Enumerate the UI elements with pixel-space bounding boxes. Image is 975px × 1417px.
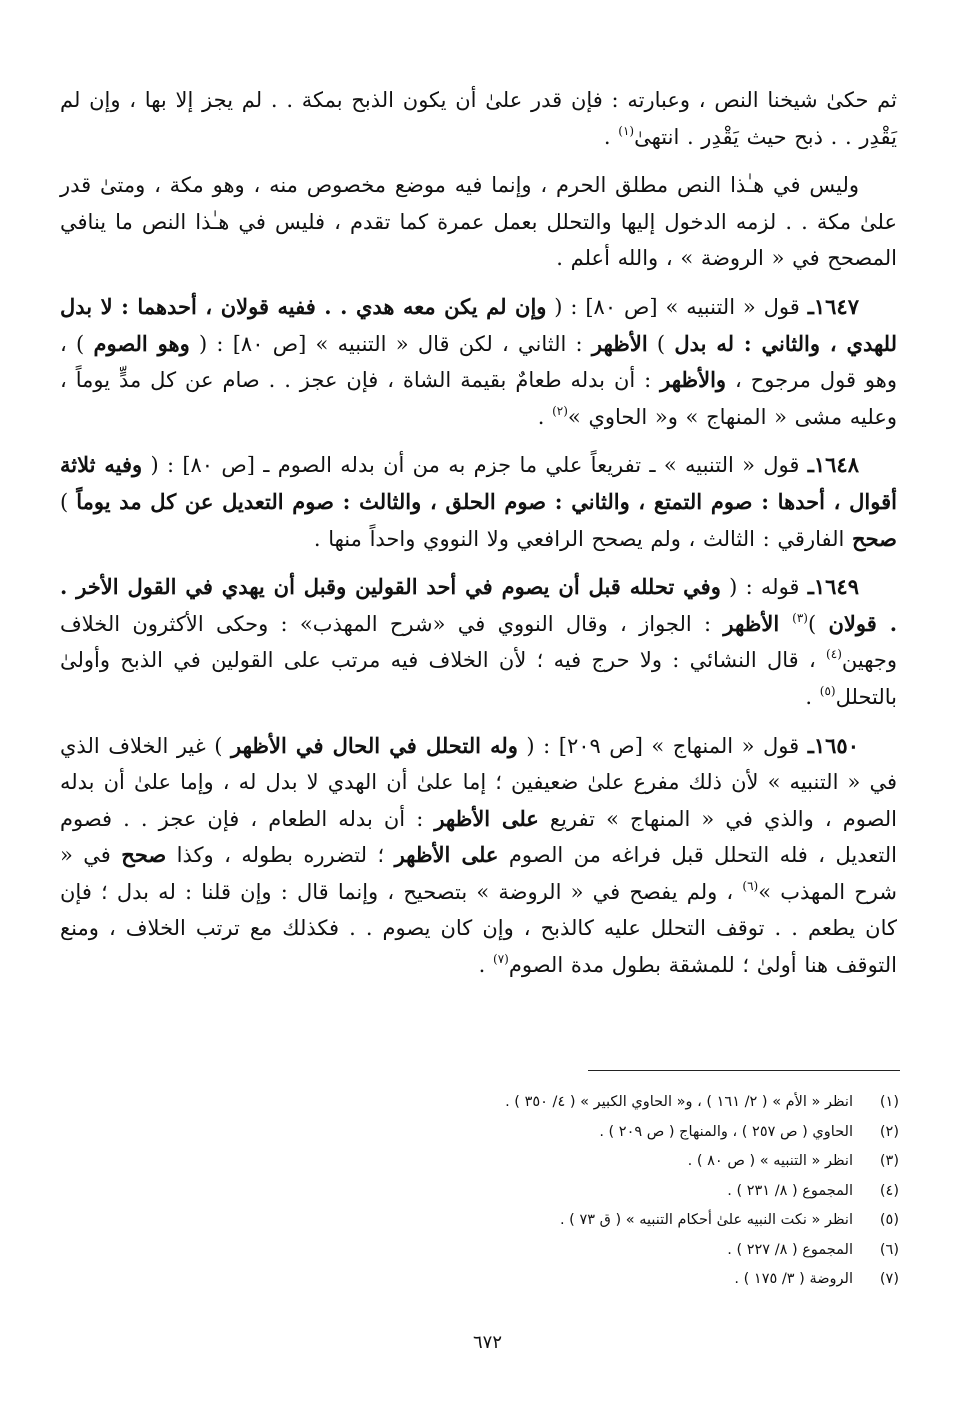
text-run: . (603, 124, 619, 149)
footnote-number: (٤) (879, 1182, 899, 1199)
entry-number: ١٦٤٩ـ (807, 574, 859, 600)
entry-number: ١٦٥٠ـ (807, 732, 859, 758)
footnote-number: (١) (879, 1094, 899, 1110)
page-number: ٦٧٢ (472, 1332, 502, 1353)
paragraph-1650 (60, 728, 897, 984)
text-run: ) ، وهو قول مرجوح ، (60, 331, 897, 393)
paragraph-1647 (60, 289, 897, 435)
text-run: ؛ لتضرره بطوله ، وكذا (166, 843, 395, 868)
text-run: ) غير الخلاف الذي في « التنبيه » لأن ذلك مفرع علىٰ ضعيفين ؛ إما علىٰ أن الهدي لا بدل له ، وإما علىٰ أن بدله الصوم ، والذي في « المنهاج » تفريع (60, 733, 897, 831)
text-run: ثم حكىٰ شيخنا النص ، وعبارته : فإن قدر علىٰ أن يكون الذبح بمكة . . لم يجز إلا بها ، وإن لم يَقْدِر . . ذبح حيث يَقْدِر . انتهىٰ (60, 88, 897, 149)
footnote-text: انظر « التنبيه » ( ص ٨٠ ) . (687, 1153, 853, 1169)
footnote-ref-7[interactable]: (٧) (493, 952, 509, 967)
bold-run: الأظهر (723, 610, 793, 636)
paragraph-1648 (60, 447, 897, 557)
footnote-text: انظر « الأم » ( ٢/ ١٦١ ) ، و« الحاوي الكبير » ( ٤/ ٣٥٠ ) . (505, 1094, 853, 1110)
footnote-7 (60, 1265, 899, 1295)
text-run: في « شرح المهذب » (60, 843, 897, 904)
text-run: . (805, 684, 820, 709)
text-run: . (537, 404, 553, 429)
paragraph-1649 (60, 569, 897, 715)
footnote-text: انظر « نكت النبيه علىٰ أحكام التنبيه » ( ق ٧٣ ) . (559, 1212, 853, 1228)
text-run: : الجواز ، وقال النووي في «شرح المهذب» : وحكى الأكثرون الخلاف وجهين (60, 611, 897, 673)
footnote-5 (60, 1206, 899, 1236)
bold-run: وفي تحلله قبل أن يصوم في أحد القولين وقبل أن يهدي في القول الأخر . . قولان (60, 574, 898, 636)
text-run: قول « المنهاج » [ص ٢٠٩] : ( (517, 733, 808, 758)
entry-number: ١٦٤٧ـ (807, 293, 859, 319)
footnote-6 (60, 1236, 899, 1266)
footnote-number: (٦) (879, 1241, 899, 1258)
bold-run: والأظهر (660, 367, 727, 393)
text-run: وليس في هـٰذا النص مطلق الحرم ، وإنما فيه موضع مخصوص منه ، وهو مكة ، ومتىٰ قدر علىٰ مكة . . لزمه الدخول إليها والتحلل بعمل عمرة كما تقدم ، فليس في هـٰذا النص ما ينافي المصحح في « الروضة » ، والله أعلم . (60, 173, 897, 271)
footnote-text: الروضة ( ٣/ ١٧٥ ) . (734, 1271, 853, 1287)
text-run: ) (807, 611, 829, 636)
text-run: قول « التنبيه » ـ تفريعاً علي ما جزم به من أن بدله الصوم ـ [ص ٨٠] : ( (142, 453, 808, 478)
paragraph-1 (60, 82, 897, 155)
footnote-2 (60, 1118, 899, 1148)
footnote-ref-4[interactable]: (٤) (826, 647, 842, 662)
bold-run: وهو الصوم (93, 330, 190, 356)
entry-number: ١٦٤٨ـ (807, 452, 859, 478)
bold-run: وإن لم يكن معه هدي . . ففيه قولان ، أحدهما : لا بدل للهدي ، والثاني : له بدل (60, 293, 898, 356)
footnote-number: (٢) (879, 1123, 899, 1140)
bold-run: على الأظهر (434, 805, 539, 831)
bold-run: صحح (121, 842, 167, 868)
footnote-divider (588, 1070, 900, 1071)
text-run: قوله : ( (720, 575, 808, 600)
footnote-number: (٣) (879, 1153, 899, 1169)
footnote-ref-5[interactable]: (٥) (819, 683, 836, 698)
text-run: ) (647, 331, 675, 356)
bold-run: وفيه ثلاثة أقوال ، أحدها : صوم التمتع ، والثاني : صوم الحلق ، والثالث : صوم التعديل عن كل مد يوماً (60, 452, 897, 514)
footnote-ref-2[interactable]: (٢) (552, 403, 568, 418)
bold-run: على الأظهر (394, 842, 499, 868)
bold-run: صحح (852, 525, 897, 551)
footnote-3 (60, 1147, 899, 1177)
footnote-number: (٧) (879, 1271, 899, 1287)
footnote-number: (٥) (879, 1212, 899, 1228)
text-run: : أن بدله طعامٌ بقيمة الشاة ، فإن عجز . . صام عن كل مدٍّ يوماً ، وعليه مشى « المنهاج » و« الحاوي » (60, 368, 897, 429)
footnote-4 (60, 1177, 899, 1207)
text-run: الفارقي : الثالث ، ولم يصحح الرافعي ولا النووي واحداً منها . (313, 526, 853, 551)
footnote-text: الحاوي ( ص ٢٥٧ ) ، والمنهاج ( ص ٢٠٩ ) . (599, 1123, 853, 1140)
bold-run: وله التحلل في الحال في الأظهر (230, 732, 518, 758)
text-run: قول « التنبيه » [ص ٨٠] : ( (546, 294, 808, 319)
main-text (60, 82, 897, 996)
paragraph-2 (60, 167, 897, 277)
footnote-ref-1[interactable]: (١) (618, 123, 635, 138)
footnote-text: المجموع ( ٨/ ٢٣١ ) . (727, 1182, 853, 1199)
footnotes (60, 1088, 899, 1295)
footnote-ref-6[interactable]: (٦) (742, 878, 759, 893)
text-run: : الثاني ، لكن قال « التنبيه » [ص ٨٠] : ( (189, 331, 592, 356)
text-run: : أن بدله الطعام ، فإن عجز . . فصوم التعديل ، فله التحلل قبل فراغه من الصوم (60, 806, 897, 868)
footnote-ref-3[interactable]: (٣) (792, 610, 808, 625)
text-run: ، ولم يفصح في « الروضة » بتصحيح ، وإنما قال : وإن قلنا : له بدل ؛ فإن كان يطعم . . توقف التحلل عليه كالذبح ، وإن كان يصوم . . فكذلك مع ترتب الخلاف ، ومنع التوقف هنا أولىٰ ؛ للمشقة بطول مدة الصوم (60, 879, 897, 978)
footnote-text: المجموع ( ٨/ ٢٢٧ ) . (727, 1241, 853, 1258)
footnote-1 (60, 1088, 899, 1118)
text-run: ) (60, 489, 77, 514)
bold-run: الأظهر (591, 330, 648, 356)
text-run: . (478, 953, 494, 978)
text-run: ، قال النشائي : ولا حرج فيه ؛ لأن الخلاف فيه مرتب على القولين في الذبح وأولىٰ بالتحلل (60, 648, 897, 709)
